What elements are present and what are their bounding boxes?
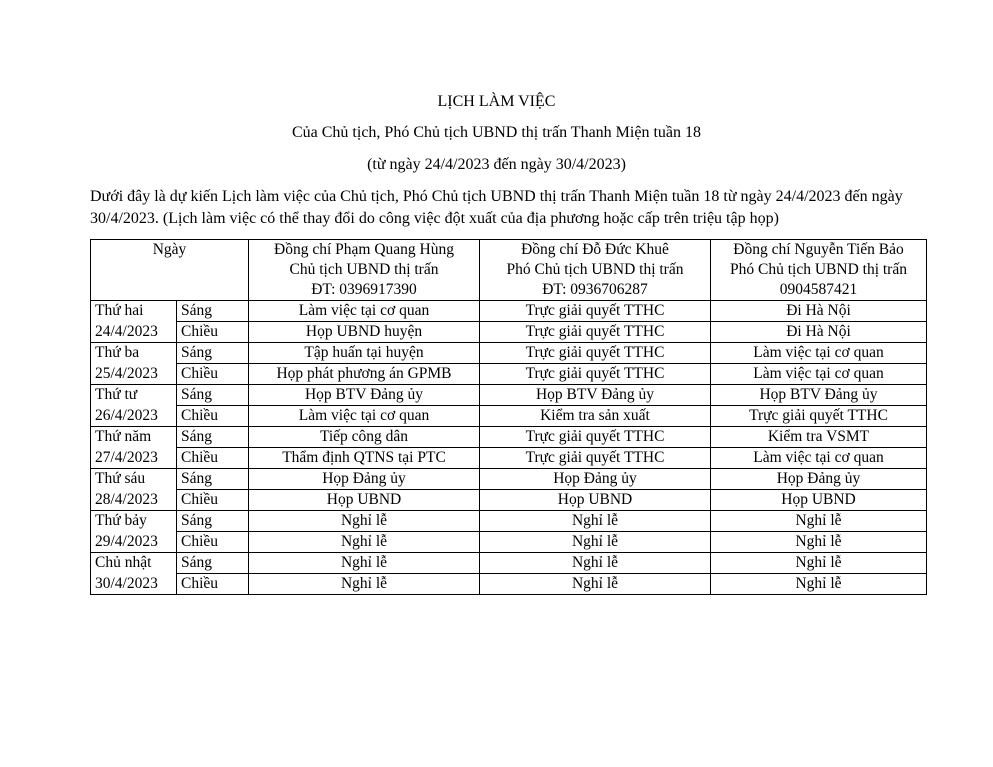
period-cell: Chiều [177,406,249,427]
task-cell: Trực giải quyết TTHC [480,448,711,469]
official-name: Đồng chí Phạm Quang Hùng [274,241,454,258]
task-cell: Đi Hà Nội [711,322,927,343]
task-cell: Nghỉ lễ [480,532,711,553]
period-cell: Sáng [177,469,249,490]
official-role: Phó Chủ tịch UBND thị trấn [730,261,907,278]
official-phone: ĐT: 0936706287 [542,281,648,298]
period-cell: Sáng [177,427,249,448]
table-row [91,490,927,511]
official-header [480,240,711,301]
table-row [91,385,927,406]
task-cell: Làm việc tại cơ quan [249,301,480,322]
task-cell: Trực giải quyết TTHC [480,364,711,385]
official-header [711,240,927,301]
task-cell: Họp UBND [711,490,927,511]
date-cell: 24/4/2023 [91,322,177,343]
task-cell: Họp Đảng ủy [480,469,711,490]
header-row [91,240,927,301]
table-row [91,364,927,385]
weekday-cell: Thứ tư [91,385,177,406]
task-cell: Trực giải quyết TTHC [480,322,711,343]
table-row [91,532,927,553]
weekday-cell: Thứ hai [91,301,177,322]
official-header [249,240,480,301]
task-cell: Trực giải quyết TTHC [480,427,711,448]
task-cell: Nghỉ lễ [480,511,711,532]
document-title: LỊCH LÀM VIỆC [437,93,556,110]
task-cell: Làm việc tại cơ quan [249,406,480,427]
period-cell: Chiều [177,490,249,511]
weekday-cell: Thứ ba [91,343,177,364]
task-cell: Trực giải quyết TTHC [711,406,927,427]
task-cell: Đi Hà Nội [711,301,927,322]
period-cell: Sáng [177,511,249,532]
task-cell: Họp Đảng ủy [711,469,927,490]
task-cell: Làm việc tại cơ quan [711,364,927,385]
official-role: Chủ tịch UBND thị trấn [289,261,439,278]
weekday-cell: Chủ nhật [91,553,177,574]
date-cell: 27/4/2023 [91,448,177,469]
table-row [91,322,927,343]
official-name: Đồng chí Nguyễn Tiến Bảo [733,241,904,258]
task-cell: Trực giải quyết TTHC [480,343,711,364]
table-row [91,469,927,490]
task-cell: Tiếp công dân [249,427,480,448]
date-cell: 28/4/2023 [91,490,177,511]
task-cell: Họp phát phương án GPMB [249,364,480,385]
official-phone: 0904587421 [779,281,858,298]
table-row [91,553,927,574]
task-cell: Trực giải quyết TTHC [480,301,711,322]
task-cell: Nghỉ lễ [711,511,927,532]
table-row [91,574,927,595]
official-phone: ĐT: 0396917390 [311,281,417,298]
date-cell: 30/4/2023 [91,574,177,595]
task-cell: Nghỉ lễ [480,553,711,574]
date-cell: 25/4/2023 [91,364,177,385]
period-cell: Sáng [177,385,249,406]
task-cell: Nghỉ lễ [711,532,927,553]
official-name: Đồng chí Đỗ Đức Khuê [521,241,669,258]
task-cell: Nghỉ lễ [249,511,480,532]
date-cell: 26/4/2023 [91,406,177,427]
task-cell: Làm việc tại cơ quan [711,448,927,469]
table-row [91,343,927,364]
weekday-cell: Thứ bảy [91,511,177,532]
task-cell: Nghỉ lễ [249,532,480,553]
period-cell: Chiều [177,364,249,385]
date-range: (từ ngày 24/4/2023 đến ngày 30/4/2023) [367,156,626,173]
table-row [91,301,927,322]
date-cell: 29/4/2023 [91,532,177,553]
period-cell: Sáng [177,343,249,364]
task-cell: Họp UBND [480,490,711,511]
task-cell: Nghỉ lễ [249,553,480,574]
schedule-body [91,301,927,595]
period-cell: Chiều [177,574,249,595]
intro-paragraph: Dưới đây là dự kiến Lịch làm việc của Chủ tịch, Phó Chủ tịch UBND thị trấn Thanh Miện tuần 18 từ ngày 24/4/2023 đến ngày 30/4/2023. (Lịch làm việc có thể thay đổi do công việc đột xuất của địa phương hoặc cấp trên triệu tập họp) [90,188,903,227]
period-cell: Chiều [177,532,249,553]
task-cell: Nghỉ lễ [711,574,927,595]
period-cell: Sáng [177,301,249,322]
task-cell: Thẩm định QTNS tại PTC [249,448,480,469]
weekday-cell: Thứ sáu [91,469,177,490]
table-row [91,511,927,532]
period-cell: Sáng [177,553,249,574]
table-row [91,427,927,448]
task-cell: Họp BTV Đảng ủy [249,385,480,406]
weekday-cell: Thứ năm [91,427,177,448]
period-cell: Chiều [177,448,249,469]
task-cell: Tập huấn tại huyện [249,343,480,364]
schedule-table [90,239,927,595]
task-cell: Kiểm tra VSMT [711,427,927,448]
task-cell: Họp UBND huyện [249,322,480,343]
task-cell: Họp BTV Đảng ủy [480,385,711,406]
task-cell: Họp UBND [249,490,480,511]
document-subtitle: Của Chủ tịch, Phó Chủ tịch UBND thị trấn Thanh Miện tuần 18 [291,124,701,141]
task-cell: Nghỉ lễ [480,574,711,595]
task-cell: Làm việc tại cơ quan [711,343,927,364]
task-cell: Họp BTV Đảng ủy [711,385,927,406]
task-cell: Nghỉ lễ [249,574,480,595]
official-role: Phó Chủ tịch UBND thị trấn [506,261,684,278]
task-cell: Họp Đảng ủy [249,469,480,490]
period-cell: Chiều [177,322,249,343]
table-row [91,406,927,427]
day-header: Ngày [91,240,249,301]
task-cell: Kiểm tra sản xuất [480,406,711,427]
table-row [91,448,927,469]
task-cell: Nghỉ lễ [711,553,927,574]
